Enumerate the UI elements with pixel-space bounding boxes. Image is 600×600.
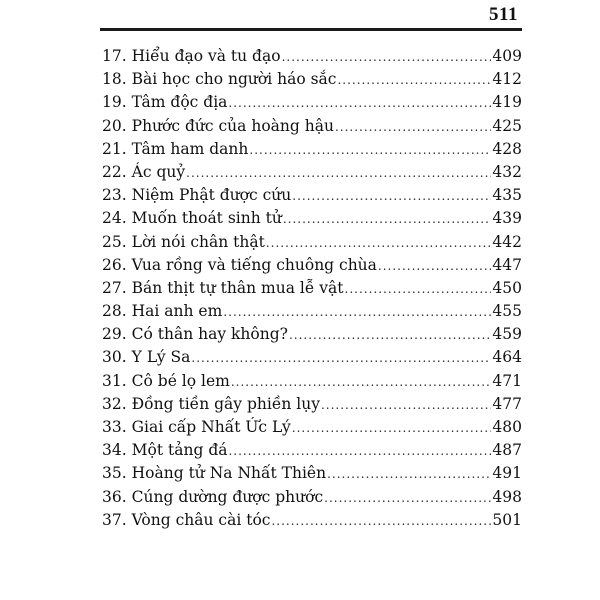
entry-page: 471 bbox=[492, 371, 522, 390]
entry-title: Lời nói chân thật bbox=[131, 232, 265, 251]
dot-leader bbox=[345, 278, 492, 301]
dot-leader bbox=[228, 440, 491, 463]
entry-title: Hai anh em bbox=[131, 302, 223, 321]
entry-number: 26. bbox=[102, 255, 127, 274]
dot-leader bbox=[271, 510, 491, 533]
entry-page: 412 bbox=[492, 70, 522, 89]
entry-number: 36. bbox=[102, 487, 127, 506]
entry-page: 409 bbox=[492, 47, 522, 65]
dot-leader bbox=[324, 487, 491, 510]
entry-page: 480 bbox=[492, 418, 522, 436]
entry-number: 31. bbox=[102, 371, 127, 390]
toc-entry bbox=[102, 509, 522, 532]
dot-leader bbox=[335, 116, 491, 139]
entry-title: Ác quỷ bbox=[131, 162, 186, 181]
entry-page: 439 bbox=[492, 209, 522, 228]
entry-title: Y Lý Sa bbox=[131, 348, 191, 367]
entry-page: 487 bbox=[492, 441, 522, 460]
entry-number: 35. bbox=[102, 464, 127, 483]
toc-entry bbox=[102, 370, 522, 393]
toc-entry bbox=[102, 207, 522, 230]
toc-entry bbox=[102, 68, 522, 91]
toc-entry bbox=[102, 300, 522, 323]
entry-page: 428 bbox=[492, 139, 522, 158]
entry-title: Vua rồng và tiếng chuông chùa bbox=[131, 255, 377, 274]
entry-page: 447 bbox=[492, 255, 522, 274]
entry-number: 27. bbox=[102, 278, 127, 297]
entry-title: Phước đức của hoàng hậu bbox=[131, 116, 334, 135]
entry-title: Hoàng tử Na Nhất Thiên bbox=[131, 464, 327, 483]
toc-entry bbox=[102, 393, 522, 416]
entry-number: 18. bbox=[102, 70, 127, 89]
entry-number: 28. bbox=[102, 302, 127, 321]
entry-number: 20. bbox=[102, 116, 127, 135]
entry-number: 29. bbox=[102, 325, 127, 344]
entry-page: 459 bbox=[492, 325, 522, 344]
toc-entry bbox=[102, 416, 522, 439]
toc-entry bbox=[102, 323, 522, 346]
entry-number: 21. bbox=[102, 139, 127, 158]
dot-leader bbox=[191, 347, 491, 370]
toc-entry bbox=[102, 138, 522, 161]
dot-leader bbox=[283, 208, 492, 231]
entry-number: 32. bbox=[102, 394, 127, 413]
entry-number: 33. bbox=[102, 418, 127, 436]
dot-leader bbox=[249, 139, 491, 162]
entry-number: 24. bbox=[102, 209, 127, 228]
toc-entry bbox=[102, 91, 522, 114]
toc-entry bbox=[102, 45, 522, 68]
entry-title: Vòng châu cài tóc bbox=[131, 510, 271, 529]
entry-title: Tâm ham danh bbox=[131, 139, 249, 158]
entry-page: 477 bbox=[492, 394, 522, 413]
entry-number: 22. bbox=[102, 162, 127, 181]
entry-number: 34. bbox=[102, 441, 127, 460]
dot-leader bbox=[327, 463, 491, 486]
toc-entry bbox=[102, 439, 522, 462]
entry-page: 419 bbox=[492, 93, 522, 112]
dot-leader bbox=[228, 92, 491, 115]
entry-page: 442 bbox=[492, 232, 522, 251]
entry-page: 425 bbox=[492, 116, 522, 135]
entry-page: 464 bbox=[492, 348, 522, 367]
toc-entry bbox=[102, 462, 522, 485]
toc-entry bbox=[102, 184, 522, 207]
entry-title: Cô bé lọ lem bbox=[131, 371, 230, 390]
entry-number: 23. bbox=[102, 186, 127, 205]
toc-entry bbox=[102, 115, 522, 138]
dot-leader bbox=[223, 301, 491, 324]
entry-title: Muốn thoát sinh tử bbox=[131, 209, 282, 228]
dot-leader bbox=[292, 185, 491, 208]
page-number: 511 bbox=[489, 4, 518, 25]
entry-title: Đồng tiền gây phiền lụy bbox=[131, 394, 320, 413]
entry-title: Bài học cho người háo sắc bbox=[131, 70, 337, 89]
toc-entry bbox=[102, 254, 522, 277]
entry-number: 30. bbox=[102, 348, 127, 367]
toc-entry bbox=[102, 161, 522, 184]
toc-entry bbox=[102, 231, 522, 254]
table-of-contents bbox=[102, 45, 522, 532]
entry-number: 19. bbox=[102, 93, 127, 112]
dot-leader bbox=[378, 255, 491, 278]
dot-leader bbox=[289, 324, 491, 347]
entry-page: 435 bbox=[492, 186, 522, 205]
entry-title: Giai cấp Nhất Ức Lý bbox=[131, 418, 291, 436]
entry-page: 501 bbox=[492, 510, 522, 529]
entry-title: Hiểu đạo và tu đạo bbox=[131, 47, 281, 65]
entry-number: 25. bbox=[102, 232, 127, 251]
dot-leader bbox=[266, 232, 492, 255]
entry-title: Tâm độc địa bbox=[131, 93, 228, 112]
entry-page: 491 bbox=[492, 464, 522, 483]
entry-page: 455 bbox=[492, 302, 522, 321]
toc-entry bbox=[102, 486, 522, 509]
entry-title: Một tảng đá bbox=[131, 441, 228, 460]
entry-title: Niệm Phật được cứu bbox=[131, 186, 292, 205]
entry-title: Cúng dường được phước bbox=[131, 487, 324, 506]
toc-entry bbox=[102, 277, 522, 300]
entry-page: 498 bbox=[492, 487, 522, 506]
entry-page: 450 bbox=[492, 278, 522, 297]
entry-title: Bán thịt tự thân mua lễ vật bbox=[131, 278, 344, 297]
entry-number: 37. bbox=[102, 510, 127, 529]
dot-leader bbox=[282, 46, 492, 69]
dot-leader bbox=[292, 417, 492, 440]
header-rule bbox=[100, 28, 522, 31]
entry-page: 432 bbox=[492, 162, 522, 181]
dot-leader bbox=[337, 69, 491, 92]
dot-leader bbox=[321, 394, 491, 417]
toc-entry bbox=[102, 346, 522, 369]
entry-number: 17. bbox=[102, 47, 127, 65]
entry-title: Có thân hay không? bbox=[131, 325, 288, 344]
dot-leader bbox=[231, 371, 492, 394]
dot-leader bbox=[186, 162, 491, 185]
